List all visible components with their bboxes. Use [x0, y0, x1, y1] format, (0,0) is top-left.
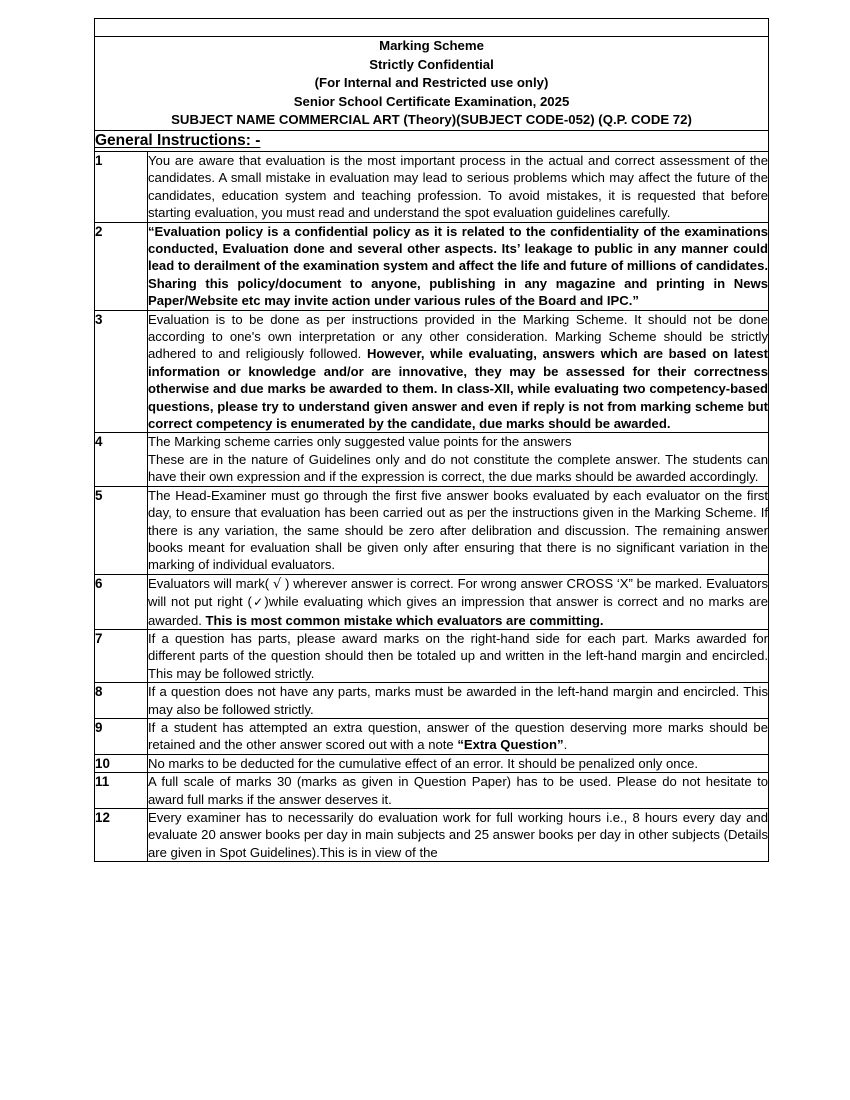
table-row — [95, 754, 769, 772]
instruction-paragraph: Every examiner has to necessarily do evaluation work for full working hours i.e., 8 hours every day and evaluate 20 answer books per day in main subjects and 25 answer books per day in other subjects (Details are given in Spot Guidelines).This is in view of the — [148, 810, 768, 860]
marking-scheme-table — [94, 18, 769, 862]
table-row — [95, 222, 769, 310]
instruction-number: 4 — [95, 433, 148, 486]
instruction-paragraph — [148, 223, 768, 310]
instruction-paragraph: A full scale of marks 30 (marks as given in Question Paper) has to be used. Please do not hesitate to award full marks if the answer deserves it. — [148, 774, 768, 807]
instruction-bold-text: “Evaluation policy is a confidential policy as it is related to the confidentiality of the examinations conducted, Evaluation done and several other aspects. Its’ leakage to public in any manner could lead to derailment of the examination system and affect the life and future of millions of candidates. Sharing this policy/document to anyone, publishing in any magazine and printing in News Paper/Website etc may invite action under various rules of the Board and IPC.” — [148, 223, 768, 309]
general-instructions-row — [95, 130, 769, 151]
table-row — [95, 629, 769, 682]
instruction-number: 11 — [95, 773, 148, 809]
instruction-number: 8 — [95, 683, 148, 719]
general-instructions-cell — [95, 130, 769, 151]
header-line-subject: SUBJECT NAME COMMERCIAL ART (Theory)(SUBJECT CODE-052) (Q.P. CODE 72) — [171, 112, 692, 128]
table-row — [95, 683, 769, 719]
table-row — [95, 773, 769, 809]
table-row — [95, 809, 769, 862]
instruction-number: 10 — [95, 754, 148, 772]
instruction-paragraph: No marks to be deducted for the cumulative effect of an error. It should be penalized only once. — [148, 755, 699, 771]
instruction-number: 12 — [95, 809, 148, 862]
instruction-text — [148, 151, 769, 222]
instruction-text — [148, 486, 769, 574]
table-row — [95, 310, 769, 433]
table-row — [95, 574, 769, 629]
instruction-paragraph — [148, 311, 768, 433]
table-row — [95, 486, 769, 574]
instruction-text — [148, 574, 769, 629]
table-row — [95, 718, 769, 754]
square-root-icon: √ — [272, 576, 282, 592]
instruction-number: 5 — [95, 486, 148, 574]
instruction-text — [148, 683, 769, 719]
check-mark-icon: ✓ — [251, 595, 265, 610]
instruction-paragraph: If a question does not have any parts, marks must be awarded in the left-hand margin and encircled. This may also be followed strictly. — [148, 684, 768, 717]
instruction-number: 1 — [95, 151, 148, 222]
instruction-segment-1: Evaluators will mark( — [148, 575, 273, 591]
instruction-plain-text: If a student has attempted an extra question, answer of the question deserving more marks should be retained and the other answer scored out with a note — [148, 719, 768, 753]
header-line-title: Marking Scheme — [379, 38, 484, 53]
instruction-segment-3: )while evaluating which gives an impression that answer is correct and no marks are awarded. — [148, 594, 768, 628]
instruction-number: 6 — [95, 574, 148, 629]
table-top-blank-row — [95, 19, 769, 37]
instruction-plain-text: Evaluation is to be done as per instructions provided in the Marking Scheme. It should not be done according to one's own interpretation or any other consideration. Marking Scheme should be strictly adhered to and religiously followed. — [148, 311, 768, 362]
table-row — [95, 151, 769, 222]
instruction-line-2: These are in the nature of Guidelines only and do not constitute the complete answer. The students can have their own expression and if the expression is correct, the due marks should be awarded accordingly. — [148, 451, 768, 485]
header-line-exam: Senior School Certificate Examination, 2025 — [293, 93, 570, 109]
instruction-text — [148, 773, 769, 809]
instruction-paragraph: You are aware that evaluation is the most important process in the actual and correct assessment of the candidates. A small mistake in evaluation may lead to serious problems which may affect the future of the candidates, education system and teaching profession. To avoid mistakes, it is requested that before starting evaluation, you must read and understand the spot evaluation guidelines carefully. — [148, 152, 768, 221]
page-title: General Instructions: - — [95, 131, 261, 149]
instruction-bold-text: However, while evaluating, answers which are based on latest information or knowledge and/or are innovative, they may be assessed for their correctness otherwise and due marks be awarded to them. In class-XII, while evaluating two competency-based questions, please try to understand given answer and even if reply is not from marking scheme but correct competency is enumerated by the candidate, due marks should be awarded. — [148, 346, 769, 432]
table-row — [95, 433, 769, 486]
instruction-text — [148, 222, 769, 310]
instruction-text — [148, 809, 769, 862]
instruction-number: 9 — [95, 718, 148, 754]
header-row — [95, 37, 769, 131]
instruction-text — [148, 310, 769, 433]
instruction-segment-2: ) wherever answer is correct. For wrong answer CROSS ‘X” be marked. Evaluators will not put right ( — [148, 575, 768, 610]
instruction-paragraph — [148, 719, 768, 754]
instruction-number: 2 — [95, 222, 148, 310]
instruction-paragraph: The Head-Examiner must go through the first five answer books evaluated by each evaluator on the first day, to ensure that evaluation has been carried out as per the instructions given in the Marking Scheme. If there is any variation, the same should be zero after delibration and discussion. The remaining answer books meant for evaluation shall be given only after ensuring that there is no significant variation in the marking of individual evaluators. — [148, 487, 768, 573]
extra-question-label: “Extra Question” — [457, 737, 564, 753]
instruction-text — [148, 433, 769, 486]
blank-cell — [95, 19, 769, 37]
instruction-text — [148, 754, 769, 772]
instruction-bold-text: This is most common mistake which evaluators are committing. — [205, 612, 604, 628]
instruction-line-1: The Marking scheme carries only suggested value points for the answers — [148, 434, 572, 450]
instruction-number: 7 — [95, 629, 148, 682]
instruction-tail-text: . — [563, 737, 568, 753]
instruction-text — [148, 629, 769, 682]
document-header — [95, 37, 769, 131]
instruction-number: 3 — [95, 310, 148, 433]
header-line-usage: (For Internal and Restricted use only) — [314, 75, 549, 91]
instruction-paragraph: If a question has parts, please award marks on the right-hand side for each part. Marks awarded for different parts of the question should then be totaled up and written in the left-hand margin and encircled. This may be followed strictly. — [148, 630, 768, 681]
instruction-text — [148, 718, 769, 754]
header-line-confidential: Strictly Confidential — [369, 56, 494, 72]
instruction-paragraph — [148, 575, 768, 629]
